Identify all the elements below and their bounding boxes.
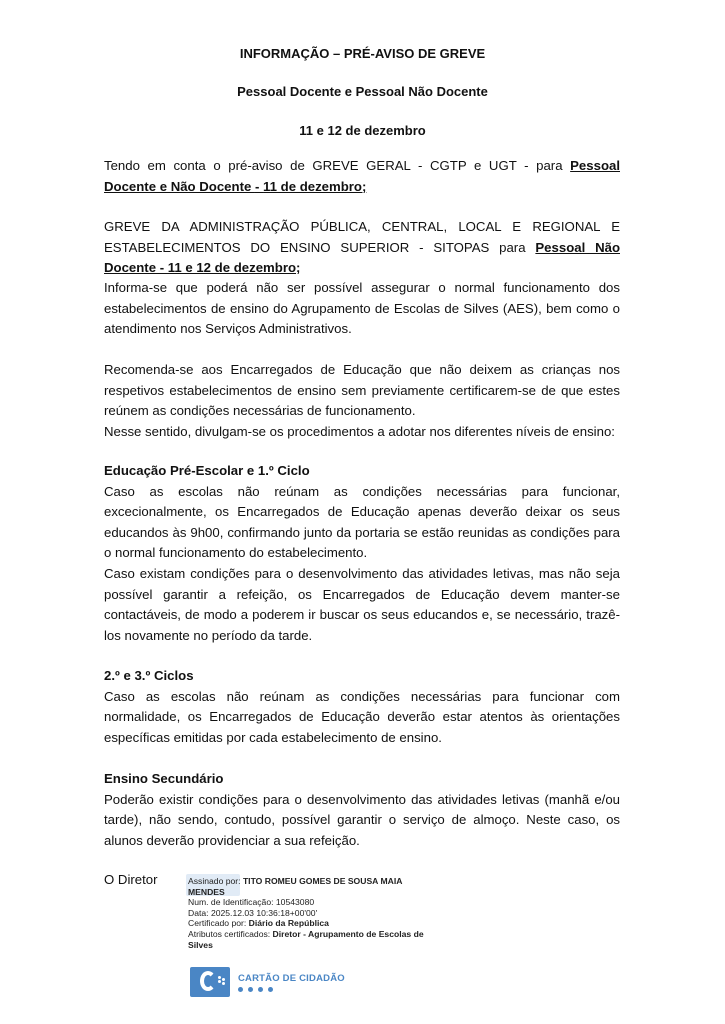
document-title: INFORMAÇÃO – PRÉ-AVISO DE GREVE [239,46,486,61]
section-2nd-3rd-cycles [104,666,620,748]
attributes-label: Atributos certificados: [188,928,273,939]
cartao-de-cidadao-logo [190,967,345,997]
certified-by-value: Diário da República [248,918,329,929]
recommendation-text: Recomenda-se aos Encarregados de Educação que não deixem as crianças nos respetivos estabelecimentos de ensino sem previamente certificarem-se de que estes reúnem as condições necessárias de funcionamento. [104,362,620,419]
intro-underlined-date: 11 de dezembro; [263,178,367,194]
id-line [188,897,428,908]
intro-separator: - [254,178,264,194]
section-secondary [104,769,620,851]
logo-dots-icon [238,987,345,992]
attributes-value: Diretor - Agrupamento de Escolas de Silves [188,928,424,950]
section-pre-school [104,461,620,646]
signatory-role: O Diretor [104,872,158,887]
digital-signature-block [188,876,428,950]
signed-by-value: TITO ROMEU GOMES DE SOUSA MAIA MENDES [188,876,403,897]
logo-text: CARTÃO DE CIDADÃO [238,972,345,984]
section-title: Educação Pré-Escolar e 1.º Ciclo [104,463,310,478]
cartao-de-cidadao-icon [190,967,230,997]
section-paragraph: Caso as escolas não reúnam as condições necessárias para funcionar, excecionalmente, os Encarregados de Educação apenas deverão deixar os seus educandos às 9h00, confirmando junto da portaria se estão reunidas as condições para o normal funcionamento do estabelecimento. [104,483,620,561]
strike-dates: 11 e 12 de dezembro [299,123,426,138]
intro-underlined-staff: Pessoal Docente e Não Docente [104,158,620,194]
public-admin-text: GREVE DA ADMINISTRAÇÃO PÚBLICA, CENTRAL, LOCAL E REGIONAL E ESTABELECIMENTOS DO ENSINO SUPERIOR - SITOPAS para [104,219,620,255]
date-value: 2025.12.03 10:36:18+00'00' [210,907,318,918]
attributes-line [188,929,428,950]
id-label: Num. de Identificação: [188,897,276,908]
section-title: Ensino Secundário [104,771,224,786]
date-line [188,908,428,919]
public-admin-end: ; [296,260,301,276]
date-label: Data: [188,907,211,918]
certified-by-label: Certificado por: [188,918,249,929]
section-paragraph: Caso existam condições para o desenvolvimento das atividades letivas, mas não seja possível garantir a refeição, os Encarregados de Educação devem manter-se contactáveis, de modo a poderem ir buscar os seus educandos e, se necessário, trazê-los novamente no período da tarde. [104,565,620,643]
certified-by-line [188,918,428,929]
section-paragraph: Caso as escolas não reúnam as condições necessárias para funcionar com normalidade, os Encarregados de Educação deverão estar atentos às orientações específicas emitidas por cada estabelecimento de ensino. [104,688,620,745]
intro-paragraph-general-strike [104,156,620,197]
intro-text: Tendo em conta o pré-aviso de GREVE GERAL - CGTP e UGT - para [104,158,571,173]
signed-by-line [188,876,428,897]
intro-paragraph-public-admin-strike [104,217,620,279]
section-paragraph: Poderão existir condições para o desenvolvimento das atividades letivas (manhã e/ou tarde), não sendo, contudo, possível garantir o serviço de almoço. Neste caso, os alunos deverão providenciar a sua refeição. [104,791,620,848]
info-paragraph [104,278,620,340]
signed-by-label: Assinado por: [188,876,243,886]
id-value: 10543080 [275,897,315,908]
recommendation-paragraph [104,360,620,442]
section-title: 2.º e 3.º Ciclos [104,668,194,683]
public-admin-underlined: Pessoal Não Docente - 11 e 12 de dezembro [104,239,620,276]
info-text: Informa-se que poderá não ser possível assegurar o normal funcionamento dos estabelecimentos de ensino do Agrupamento de Escolas de Silves (AES), bem como o atendimento nos Serviços Administrativos. [104,280,620,337]
document-subtitle: Pessoal Docente e Pessoal Não Docente [237,84,488,99]
procedures-intro-text: Nesse sentido, divulgam-se os procedimentos a adotar nos diferentes níveis de ensino: [104,423,615,439]
